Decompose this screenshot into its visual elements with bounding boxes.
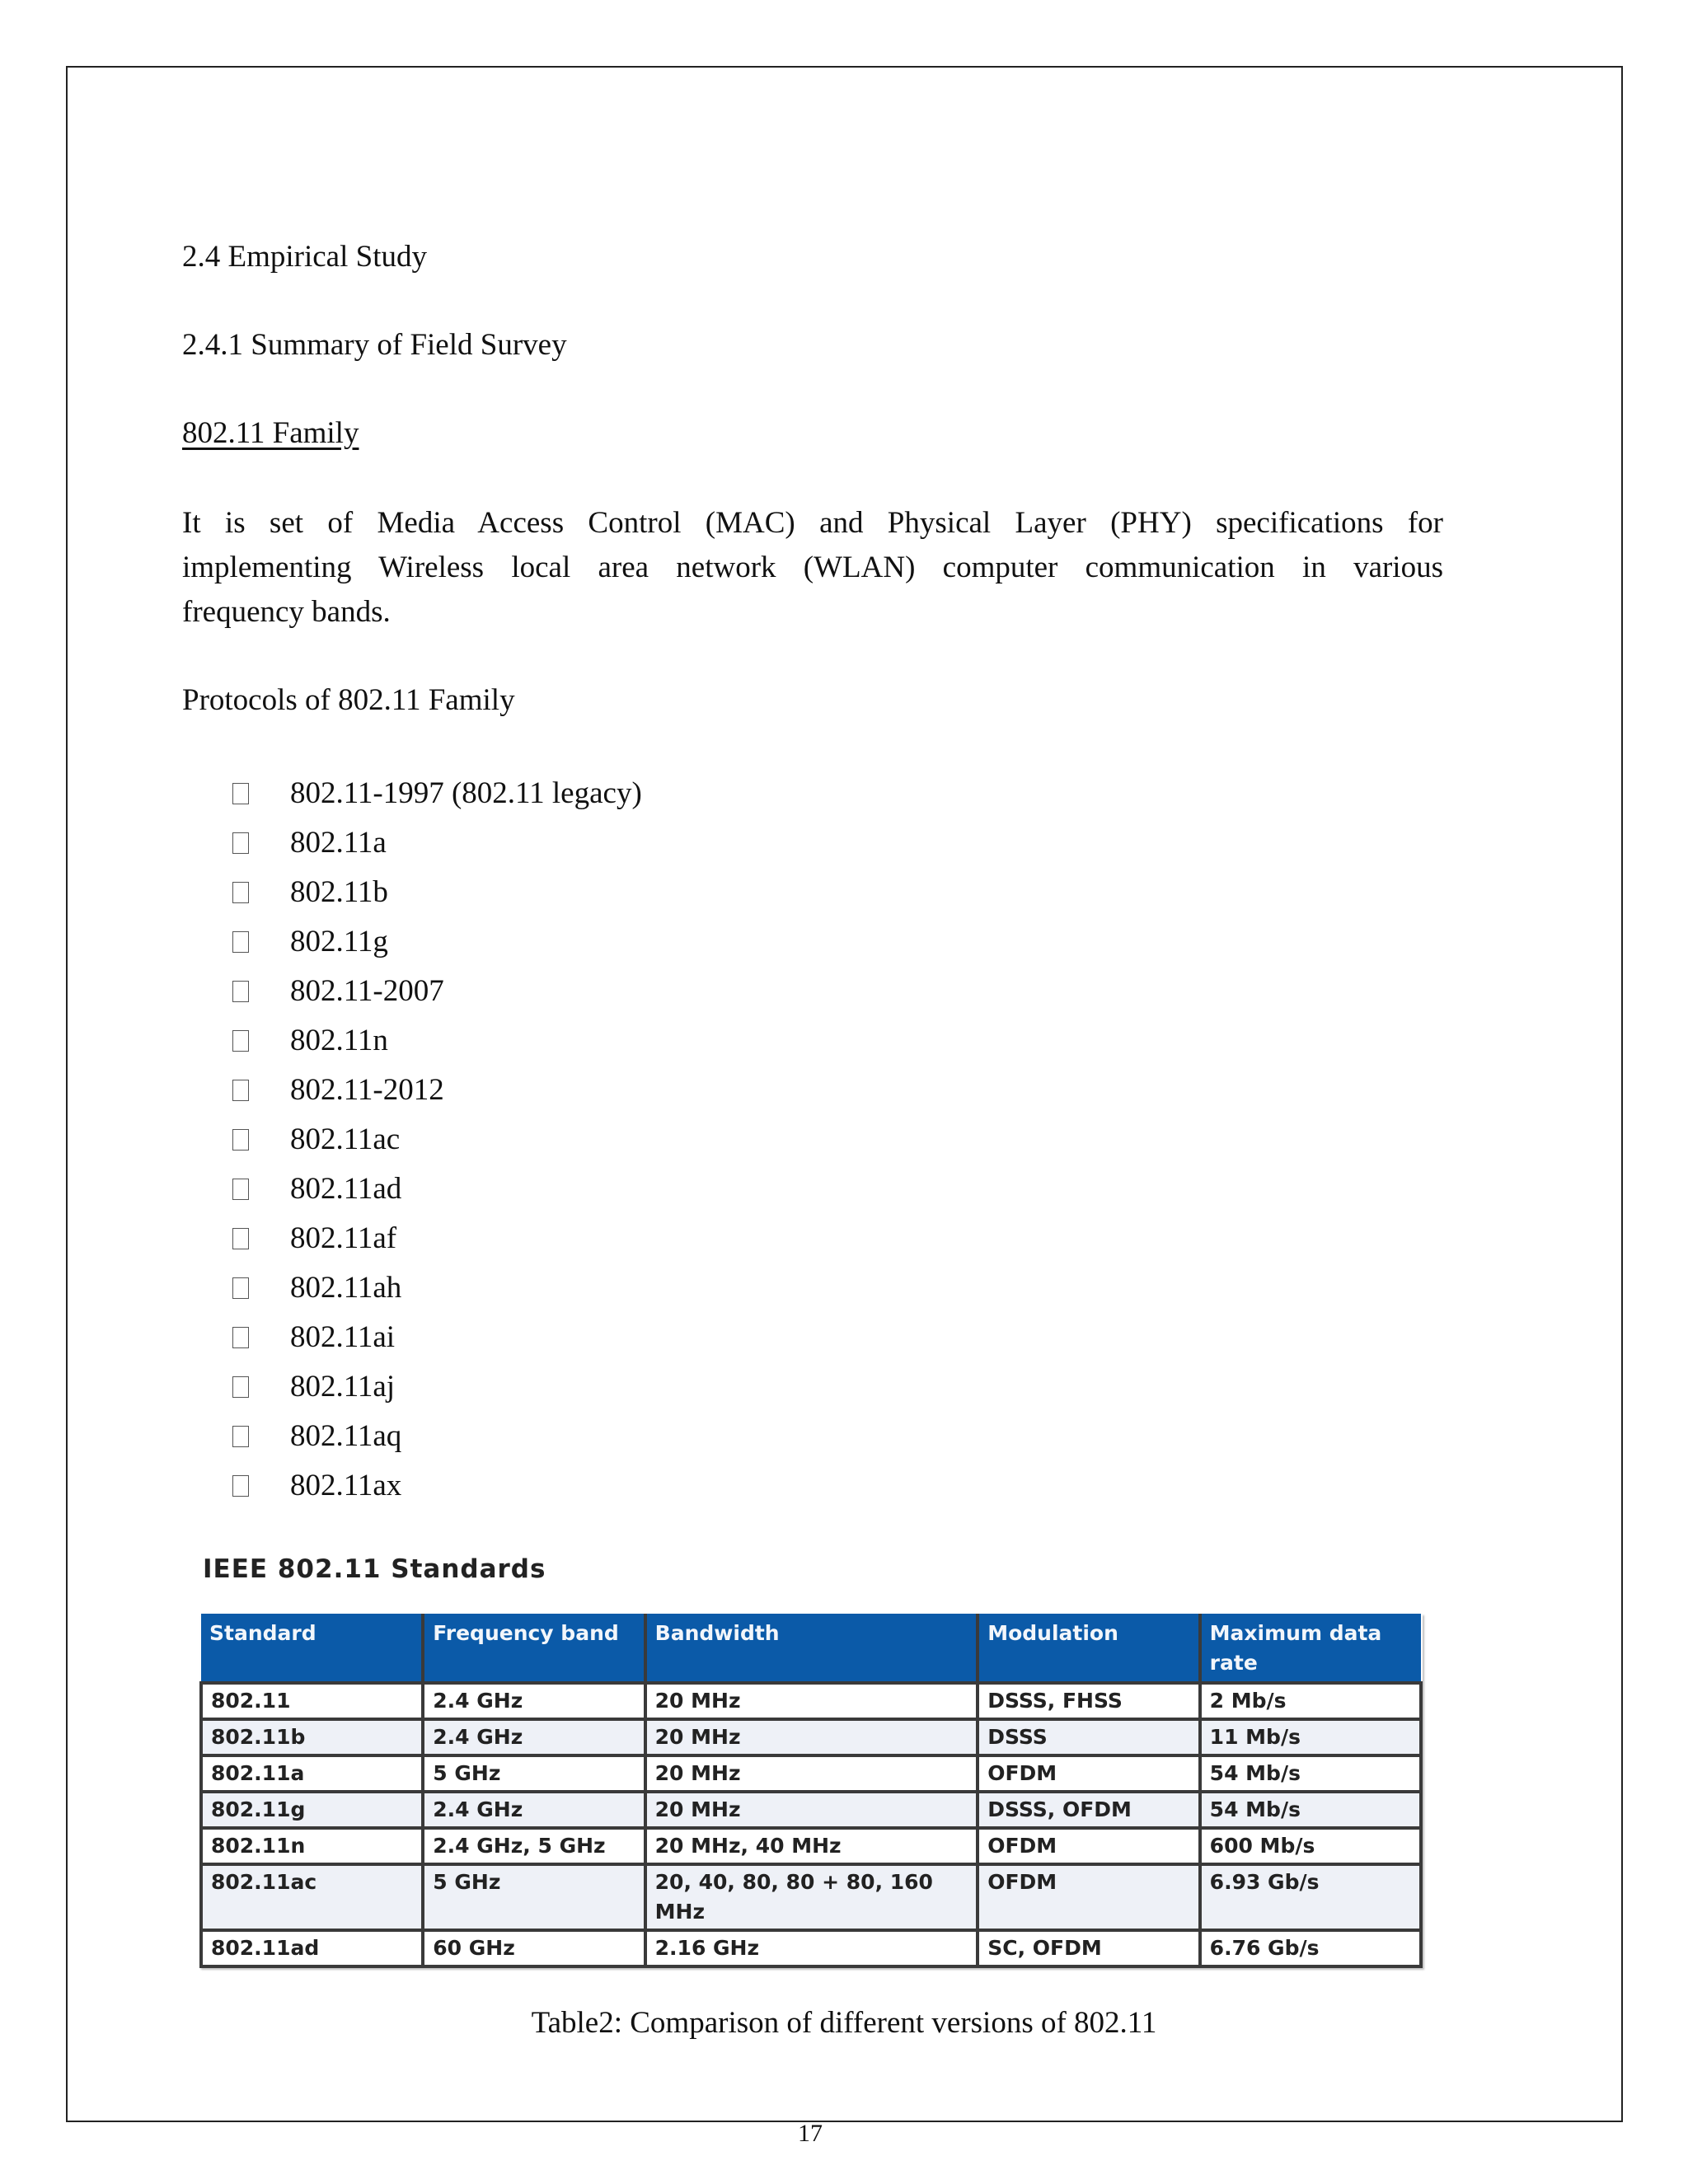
list-item: 802.11ah bbox=[232, 1263, 642, 1313]
table-header-row bbox=[201, 1614, 1421, 1683]
table-cell: OFDM bbox=[978, 1755, 1199, 1792]
table-cell: 20 MHz bbox=[645, 1719, 978, 1755]
bullet-box-icon bbox=[232, 1376, 249, 1398]
table-cell: 2.4 GHz bbox=[423, 1683, 645, 1719]
table-cell: 802.11ac bbox=[201, 1864, 423, 1930]
bullet-box-icon bbox=[232, 1327, 249, 1348]
list-item: 802.11aj bbox=[232, 1362, 642, 1412]
column-header: Maximum data rate bbox=[1200, 1614, 1421, 1683]
bullet-box-icon bbox=[232, 981, 249, 1002]
table-cell: 802.11ad bbox=[201, 1930, 423, 1966]
table-cell: 5 GHz bbox=[423, 1755, 645, 1792]
list-item: 802.11aq bbox=[232, 1412, 642, 1461]
table-cell: 2 Mb/s bbox=[1200, 1683, 1421, 1719]
list-item: 802.11ai bbox=[232, 1313, 642, 1362]
table-cell: DSSS bbox=[978, 1719, 1199, 1755]
standards-table bbox=[199, 1614, 1423, 1968]
bullet-box-icon bbox=[232, 1129, 249, 1151]
list-item: 802.11b bbox=[232, 868, 642, 917]
section-heading: 2.4 Empirical Study bbox=[182, 240, 427, 274]
page-number: 17 bbox=[798, 2120, 823, 2147]
table-cell: 20 MHz, 40 MHz bbox=[645, 1828, 978, 1864]
table-cell: 60 GHz bbox=[423, 1930, 645, 1966]
table-row bbox=[201, 1755, 1421, 1792]
list-item: 802.11-2012 bbox=[232, 1066, 642, 1115]
family-heading: 802.11 Family bbox=[182, 416, 359, 450]
table-row bbox=[201, 1683, 1421, 1719]
table-cell: 2.4 GHz, 5 GHz bbox=[423, 1828, 645, 1864]
bullet-box-icon bbox=[232, 1179, 249, 1200]
table-cell: 54 Mb/s bbox=[1200, 1755, 1421, 1792]
table-cell: 20 MHz bbox=[645, 1792, 978, 1828]
intro-paragraph bbox=[182, 501, 1443, 635]
list-item: 802.11ac bbox=[232, 1115, 642, 1165]
bullet-box-icon bbox=[232, 882, 249, 903]
subsection-heading: 2.4.1 Summary of Field Survey bbox=[182, 328, 567, 362]
list-item: 802.11af bbox=[232, 1214, 642, 1263]
table-caption: Table2: Comparison of different versions of 802.11 bbox=[531, 2006, 1157, 2040]
bullet-box-icon bbox=[232, 783, 249, 804]
table-cell: 20 MHz bbox=[645, 1755, 978, 1792]
table-cell: 2.4 GHz bbox=[423, 1719, 645, 1755]
column-header: Modulation bbox=[978, 1614, 1199, 1683]
table-cell: 11 Mb/s bbox=[1200, 1719, 1421, 1755]
table-row bbox=[201, 1828, 1421, 1864]
column-header: Bandwidth bbox=[645, 1614, 978, 1683]
list-item: 802.11ad bbox=[232, 1165, 642, 1214]
bullet-box-icon bbox=[232, 1475, 249, 1497]
table-cell: 6.76 Gb/s bbox=[1200, 1930, 1421, 1966]
table-cell: 802.11b bbox=[201, 1719, 423, 1755]
table-cell: 802.11g bbox=[201, 1792, 423, 1828]
list-item: 802.11g bbox=[232, 917, 642, 967]
table-cell: OFDM bbox=[978, 1828, 1199, 1864]
table-cell: 54 Mb/s bbox=[1200, 1792, 1421, 1828]
table-cell: 6.93 Gb/s bbox=[1200, 1864, 1421, 1930]
table-cell: 600 Mb/s bbox=[1200, 1828, 1421, 1864]
list-item: 802.11-2007 bbox=[232, 967, 642, 1016]
table-row bbox=[201, 1792, 1421, 1828]
table-cell: 5 GHz bbox=[423, 1864, 645, 1930]
column-header: Frequency band bbox=[423, 1614, 645, 1683]
table-cell: DSSS, FHSS bbox=[978, 1683, 1199, 1719]
table-cell: 2.16 GHz bbox=[645, 1930, 978, 1966]
table-row bbox=[201, 1930, 1421, 1966]
table-cell: 802.11 bbox=[201, 1683, 423, 1719]
protocols-heading: Protocols of 802.11 Family bbox=[182, 683, 515, 717]
bullet-box-icon bbox=[232, 1426, 249, 1447]
table-row bbox=[201, 1864, 1421, 1930]
table-cell: 802.11n bbox=[201, 1828, 423, 1864]
table-cell: 802.11a bbox=[201, 1755, 423, 1792]
table-cell: 20 MHz bbox=[645, 1683, 978, 1719]
list-item: 802.11ax bbox=[232, 1461, 642, 1511]
bullet-box-icon bbox=[232, 832, 249, 854]
list-item: 802.11n bbox=[232, 1016, 642, 1066]
bullet-box-icon bbox=[232, 1030, 249, 1052]
bullet-box-icon bbox=[232, 1277, 249, 1299]
bullet-box-icon bbox=[232, 1228, 249, 1249]
intro-line-1: It is set of Media Access Control (MAC) and Physical Layer (PHY) specifications for bbox=[182, 506, 1443, 540]
table-cell: 2.4 GHz bbox=[423, 1792, 645, 1828]
list-item: 802.11-1997 (802.11 legacy) bbox=[232, 769, 642, 818]
figure-title: IEEE 802.11 Standards bbox=[203, 1554, 546, 1584]
table-cell: OFDM bbox=[978, 1864, 1199, 1930]
column-header: Standard bbox=[201, 1614, 423, 1683]
list-item: 802.11a bbox=[232, 818, 642, 868]
protocol-list bbox=[232, 769, 642, 1511]
bullet-box-icon bbox=[232, 1080, 249, 1101]
table-cell: DSSS, OFDM bbox=[978, 1792, 1199, 1828]
table-cell: SC, OFDM bbox=[978, 1930, 1199, 1966]
table-cell: 20, 40, 80, 80 + 80, 160 MHz bbox=[645, 1864, 978, 1930]
table-row bbox=[201, 1719, 1421, 1755]
intro-line-3: frequency bands. bbox=[182, 595, 391, 629]
bullet-box-icon bbox=[232, 931, 249, 953]
intro-line-2: implementing Wireless local area network (WLAN) computer communication in various bbox=[182, 551, 1443, 584]
